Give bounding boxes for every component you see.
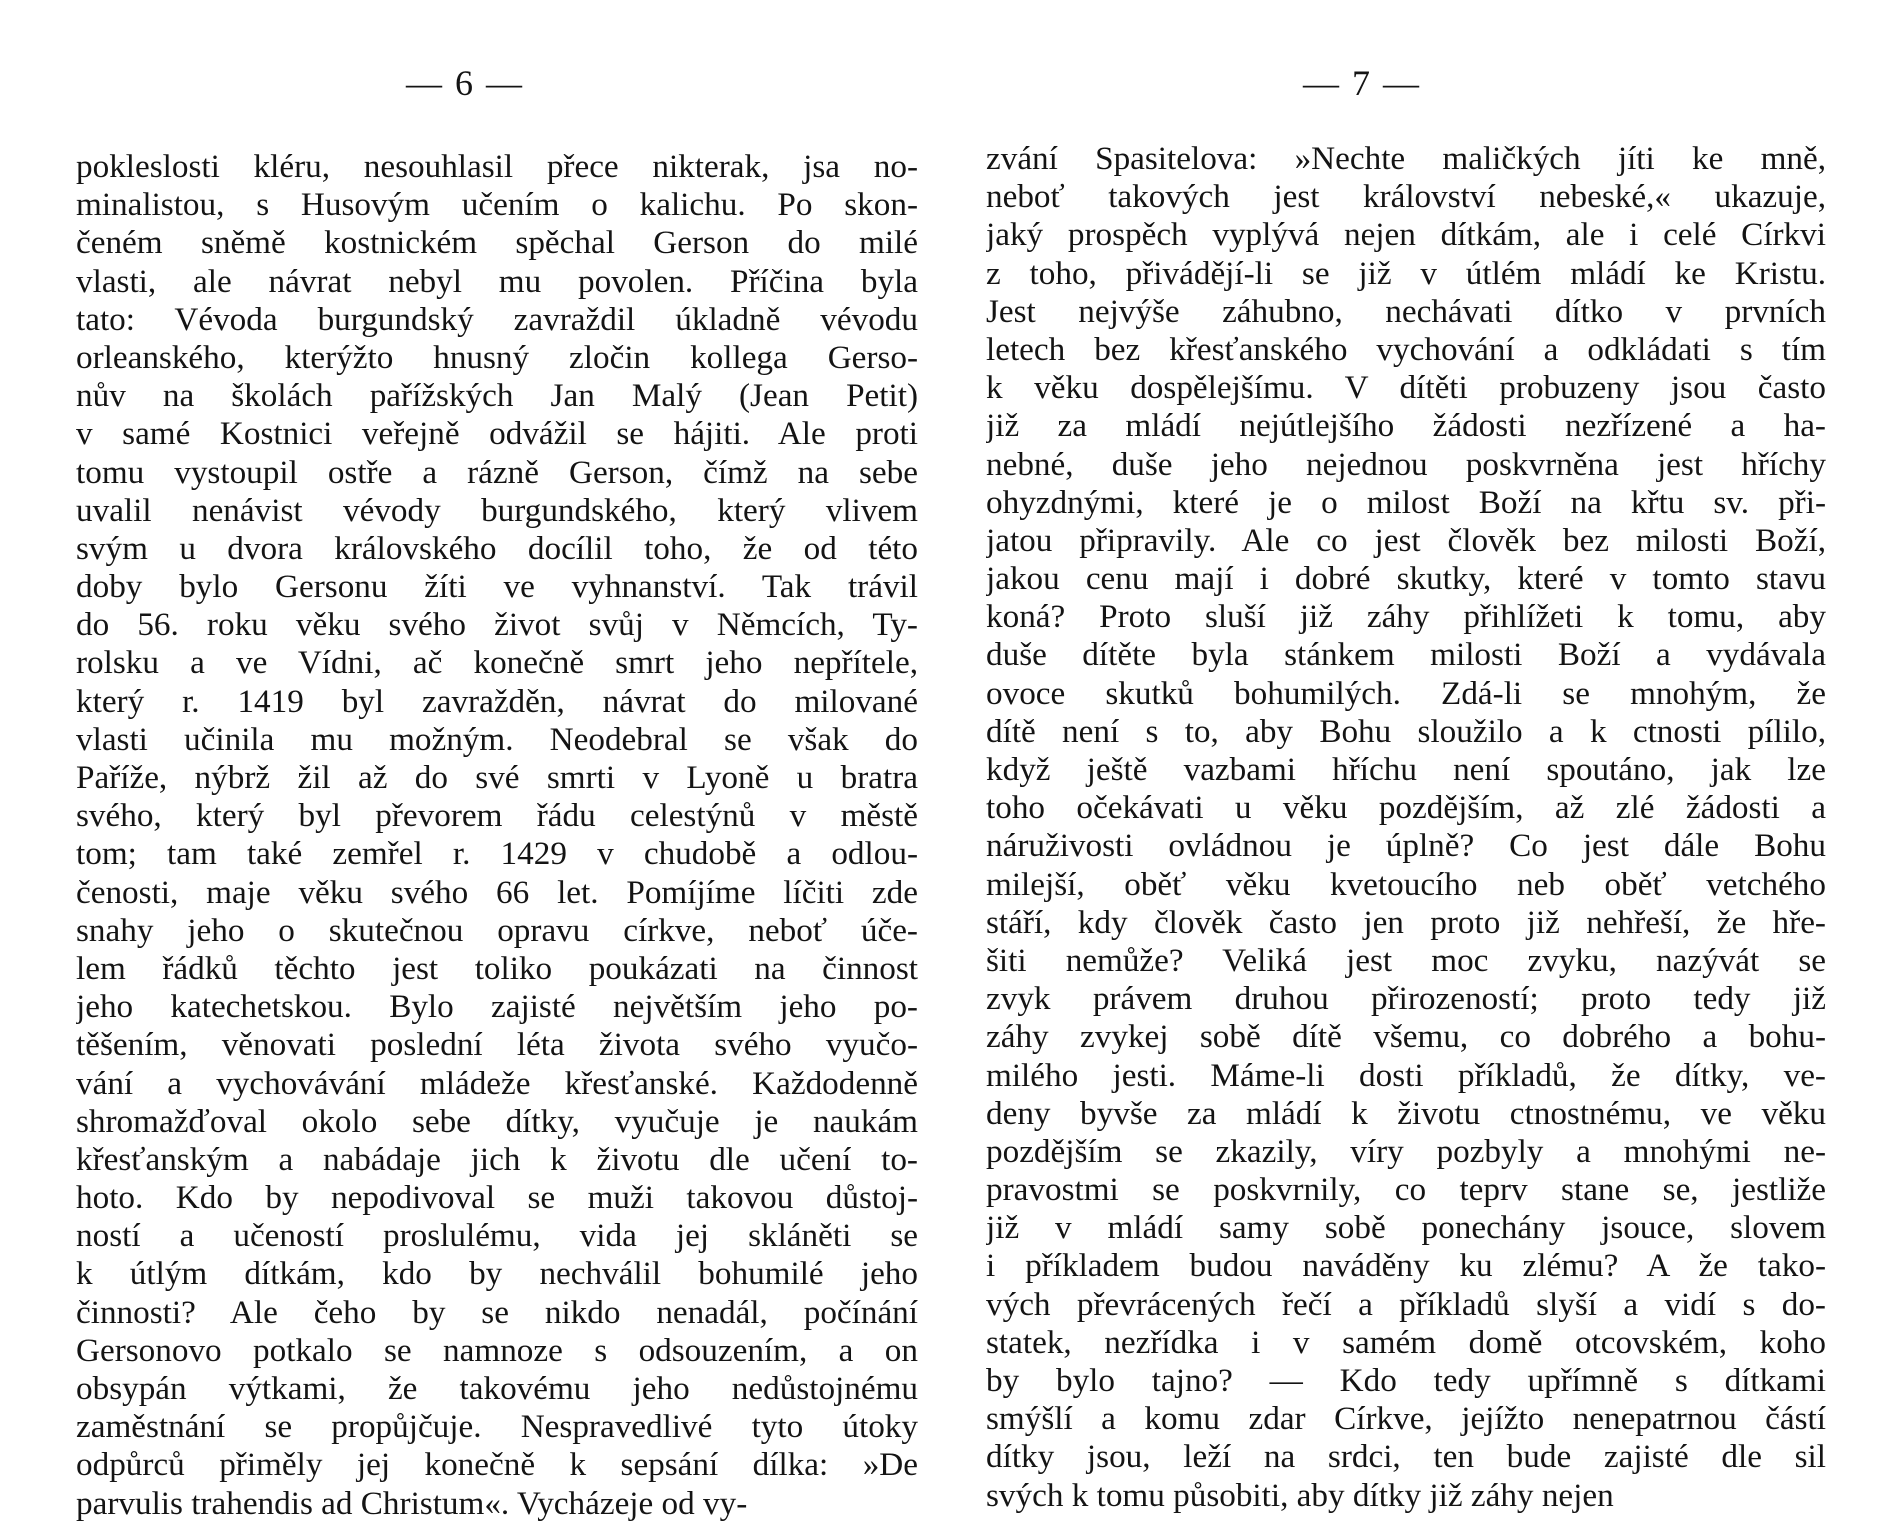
text-line: by bylo tajno? — Kdo tedy upřímně s dítkami (986, 1362, 1826, 1399)
right-page-text (986, 140, 1826, 1515)
text-line: jaký prospěch vyplývá nejen dítkám, ale i celé Církvi (986, 216, 1826, 254)
text-line: tom; tam také zemřel r. 1429 v chudobě a odlou- (76, 835, 918, 873)
page-number-right: — 7 — (1303, 63, 1421, 103)
text-line: tomu vystoupil ostře a rázně Gerson, čímž na sebe (76, 453, 918, 491)
text-line: Paříže, nýbrž žil až do své smrti v Lyoně u bratra (76, 759, 918, 796)
text-line: rolsku a ve Vídni, ač konečně smrt jeho nepřítele, (76, 644, 918, 682)
text-line: vlasti učinila mu možným. Neodebral se však do (76, 720, 918, 758)
text-line: toho očekávati u věku pozdějším, až zlé žádosti a (986, 789, 1826, 827)
text-line: uvalil nenávist vévody burgundského, který vlivem (76, 491, 918, 529)
text-line: pozdějším se zkazily, víry pozbyly a mnohými ne- (986, 1132, 1826, 1170)
text-line: křesťanským a nabádaje jich k životu dle učení to- (76, 1140, 918, 1178)
text-line: když ještě vazbami hříchu není spoutáno, jak lze (986, 751, 1826, 788)
text-line: obsypán výtkami, že takovému jeho nedůstojnému (76, 1370, 918, 1407)
text-line: stáří, kdy člověk často jen proto již nehřeší, že hře- (986, 903, 1826, 941)
page-number-left: — 6 — (406, 63, 524, 103)
text-line: tato: Vévoda burgundský zavraždil úkladně vévodu (76, 300, 918, 338)
text-line: nebné, duše jeho nejednou poskvrněna jest hříchy (986, 445, 1826, 483)
text-line: svého, který byl převorem řádu celestýnů v městě (76, 797, 918, 835)
left-page-text (76, 148, 918, 1523)
text-line: ovoce skutků bohumilých. Zdá-li se mnohým, že (986, 674, 1826, 712)
text-line: činnosti? Ale čeho by se nikdo nenadál, počínání (76, 1293, 918, 1331)
text-line: již v mládí samy sobě ponechány jsouce, slovem (986, 1209, 1826, 1247)
text-line: deny byvše za mládí k životu ctnostnému, ve věku (986, 1094, 1826, 1132)
text-line: dítě není s to, aby Bohu sloužilo a k ctnosti pílilo, (986, 712, 1826, 750)
text-line: jatou připravily. Ale co jest člověk bez milosti Boží, (986, 521, 1826, 559)
right-page (986, 0, 1826, 1514)
text-line: neboť takových jest království nebeské,« ukazuje, (986, 178, 1826, 216)
text-line: lem řádků těchto jest toliko poukázati na činnost (76, 949, 918, 987)
text-line: který r. 1419 byl zavražděn, návrat do milované (76, 682, 918, 720)
text-line: pokleslosti kléru, nesouhlasil přece nikterak, jsa no- (76, 148, 918, 185)
text-line: snahy jeho o skutečnou opravu církve, neboť úče- (76, 911, 918, 949)
text-line: parvulis trahendis ad Christum«. Vycházeje od vy- (76, 1484, 748, 1522)
text-line: orleanského, kterýžto hnusný zločin kollega Gerso- (76, 338, 918, 376)
text-line: Jest nejvýše záhubno, nechávati dítko v prvních (986, 292, 1826, 330)
text-line: jeho katechetskou. Bylo zajisté největším jeho po- (76, 988, 918, 1026)
text-line: milého jesti. Máme-li dosti příkladů, že dítky, ve- (986, 1056, 1826, 1094)
text-line: dítky jsou, leží na srdci, ten bude zajisté dle sil (986, 1438, 1826, 1476)
text-line: Gersonovo potkalo se namnoze s odsouzením, a on (76, 1331, 918, 1369)
text-line: do 56. roku věku svého život svůj v Němcích, Ty- (76, 606, 918, 644)
text-line: koná? Proto sluší již záhy přihlížeti k tomu, aby (986, 598, 1826, 636)
text-line: z toho, přivádějí-li se již v útlém mládí ke Kristu. (986, 254, 1826, 292)
text-line: vých převrácených řečí a příkladů slyší a vidí s do- (986, 1285, 1826, 1323)
left-page (76, 0, 918, 1522)
text-line: statek, nezřídka i v samém domě otcovském, koho (986, 1323, 1826, 1361)
text-line: v samé Kostnici veřejně odvážil se hájiti. Ale proti (76, 415, 918, 453)
text-line: pravostmi se poskvrnily, co teprv stane se, jestliže (986, 1171, 1826, 1209)
text-line: minalistou, s Husovým učením o kalichu. Po skon- (76, 186, 918, 224)
text-line: již za mládí nejútlejšího žádosti nezřízené a ha- (986, 407, 1826, 445)
text-line: čenosti, maje věku svého 66 let. Pomíjíme líčiti zde (76, 873, 918, 911)
text-line: vlasti, ale návrat nebyl mu povolen. Příčina byla (76, 262, 918, 300)
text-line: šiti nemůže? Veliká jest moc zvyku, nazývát se (986, 941, 1826, 979)
text-line: svých k tomu působiti, aby dítky již záhy nejen (986, 1476, 1614, 1514)
text-line: nův na školách pařížských Jan Malý (Jean Petit) (76, 377, 918, 415)
text-line: letech bez křesťanského vychování a odkládati s tím (986, 330, 1826, 368)
text-line: jakou cenu mají i dobré skutky, které v tomto stavu (986, 560, 1826, 598)
text-line: záhy zvykej sobě dítě všemu, co dobrého a bohu- (986, 1018, 1826, 1056)
text-line: ohyzdnými, které je o milost Boží na křtu sv. při- (986, 483, 1826, 521)
text-line: zvyk právem druhou přirozeností; proto tedy již (986, 980, 1826, 1018)
text-line: těšením, věnovati poslední léta života svého vyučo- (76, 1026, 918, 1064)
text-line: duše dítěte byla stánkem milosti Boží a vydávala (986, 636, 1826, 674)
text-line: shromažďoval okolo sebe dítky, vyučuje je naukám (76, 1102, 918, 1140)
text-line: milejší, oběť věku kvetoucího neb oběť vetchého (986, 865, 1826, 903)
text-line: svým u dvora královského docílil toho, že od této (76, 529, 918, 567)
text-line: zvání Spasitelova: »Nechte maličkých jíti ke mně, (986, 140, 1826, 177)
text-line: hoto. Kdo by nepodivoval se muži takovou důstoj- (76, 1179, 918, 1217)
text-line: čeném sněmě kostnickém spěchal Gerson do milé (76, 224, 918, 262)
text-line: ností a učeností proslulému, vida jej skláněti se (76, 1217, 918, 1255)
text-line: k věku dospělejšímu. V dítěti probuzeny jsou často (986, 369, 1826, 407)
text-line: zaměstnání se propůjčuje. Nespravedlivé tyto útoky (76, 1408, 918, 1446)
text-line: smýšlí a komu zdar Církve, jejížto nenepatrnou částí (986, 1400, 1826, 1438)
text-line: vání a vychovávání mládeže křesťanské. Každodenně (76, 1064, 918, 1102)
text-line: i příkladem budou naváděny ku zlému? A že tako- (986, 1247, 1826, 1285)
text-line: náruživosti ovládnou je úplně? Co jest dále Bohu (986, 827, 1826, 865)
text-line: k útlým dítkám, kdo by nechválil bohumilé jeho (76, 1255, 918, 1293)
text-line: doby bylo Gersonu žíti ve vyhnanství. Tak trávil (76, 568, 918, 606)
text-line: odpůrců přiměly jej konečně k sepsání dílka: »De (76, 1446, 918, 1484)
